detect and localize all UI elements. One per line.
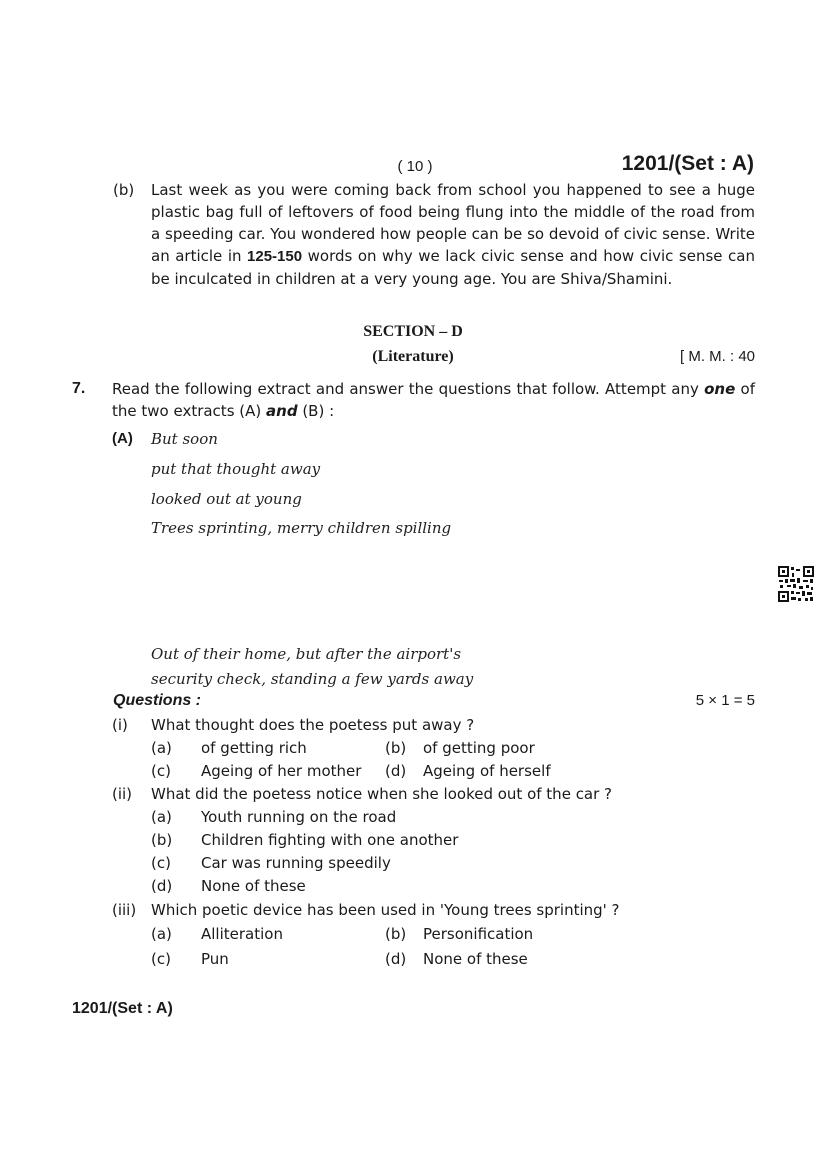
option-label: (a): [151, 739, 172, 757]
question-7-text: Read the following extract and answer the questions that follow. Attempt any one of the two extracts (A) and (B) :: [112, 380, 755, 420]
questions-label: Questions :: [113, 692, 202, 709]
option-label: (b): [151, 831, 173, 849]
section-title: SECTION – D: [363, 323, 463, 340]
extract-a-label: (A): [112, 430, 133, 447]
question-6b-marker: (b): [113, 181, 135, 199]
option-text: None of these: [201, 877, 306, 895]
option-text: of getting rich: [201, 739, 307, 757]
poem-line: looked out at young: [151, 490, 302, 508]
option-text: Children fighting with one another: [201, 831, 459, 849]
word-limit: 125-150: [247, 248, 303, 265]
option-label: (c): [151, 950, 171, 968]
marks-formula: 5 × 1 = 5: [695, 692, 755, 709]
option-label: (a): [151, 808, 172, 826]
option-label: (b): [385, 739, 407, 757]
question-text: What thought does the poetess put away ?: [151, 716, 475, 734]
poem-line: Out of their home, but after the airport's: [151, 645, 462, 663]
option-label: (c): [151, 854, 171, 872]
page-number: ( 10 ): [397, 158, 433, 175]
option-label: (c): [151, 762, 171, 780]
option-label: (d): [151, 877, 173, 895]
question-number: (ii): [112, 785, 133, 803]
question-text: What did the poetess notice when she looked out of the car ?: [151, 785, 613, 803]
poem-line: Trees sprinting, merry children spilling: [151, 519, 452, 537]
option-label: (d): [385, 950, 407, 968]
poem-line: But soon: [151, 430, 218, 448]
option-label: (b): [385, 925, 407, 943]
qr-code-icon: [777, 565, 815, 603]
option-label: (a): [151, 925, 172, 943]
question-6b-text: Last week as you were coming back from school you happened to see a huge plastic bag full of leftovers of food being flung into the middle of the road from a speeding car. You wondered how people can be so devoid of civic sense. Write an article in 125-150 words on why we lack civic sense and how civic sense can be inculcated in children at a very young age. You are Shiva/Shamini.: [151, 181, 756, 288]
option-text: Ageing of herself: [423, 762, 551, 780]
option-text: Youth running on the road: [201, 808, 397, 826]
option-text: Ageing of her mother: [201, 762, 362, 780]
option-text: Car was running speedily: [201, 854, 391, 872]
option-text: Alliteration: [201, 925, 283, 943]
option-text: Personification: [423, 925, 534, 943]
question-number: (i): [112, 716, 128, 734]
option-text: Pun: [201, 950, 229, 968]
paper-code-header: 1201/(Set : A): [621, 152, 754, 175]
poem-line: put that thought away: [151, 460, 321, 478]
paper-code-footer: 1201/(Set : A): [72, 1000, 173, 1017]
max-marks: [ M. M. : 40: [679, 348, 755, 365]
option-text: None of these: [423, 950, 528, 968]
question-7-number: 7.: [72, 380, 86, 397]
section-subtitle: (Literature): [372, 348, 454, 365]
poem-line: security check, standing a few yards away: [151, 670, 474, 688]
question-number: (iii): [112, 901, 137, 919]
question-text: Which poetic device has been used in 'Young trees sprinting' ?: [151, 901, 620, 919]
option-text: of getting poor: [423, 739, 535, 757]
option-label: (d): [385, 762, 407, 780]
